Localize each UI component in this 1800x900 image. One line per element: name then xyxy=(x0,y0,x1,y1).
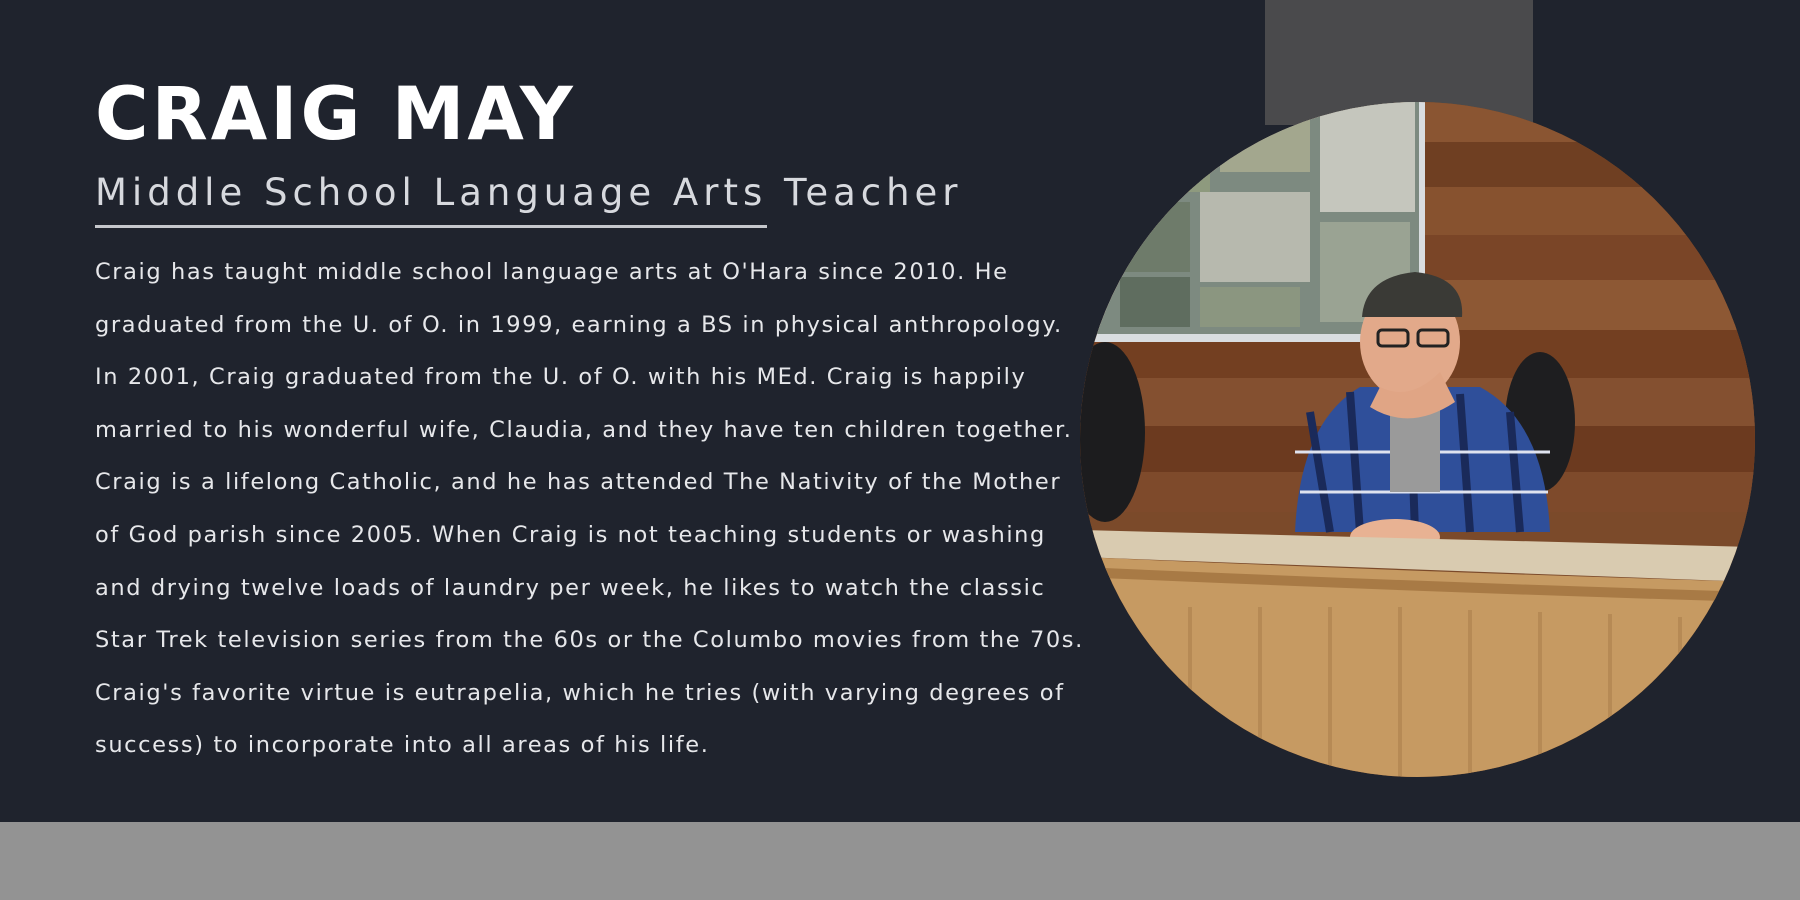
title-underline xyxy=(95,225,767,228)
portrait-photo xyxy=(1080,102,1755,777)
teacher-role: Middle School Language Arts Teacher xyxy=(95,171,963,214)
footer-bar xyxy=(0,822,1800,900)
teacher-bio: Craig has taught middle school language arts at O'Hara since 2010. He graduated from the U. of O. in 1999, earning a BS in physical anthropology. In 2001, Craig graduated from the U. of O. with his MEd. Craig is happily married to his wonderful wife, Claudia, and they have ten children together. Craig is a lifelong Catholic, and he has attended The Nativity of the Mother of God parish since 2005. When Craig is not teaching students or washing and drying twelve loads of laundry per week, he likes to watch the classic Star Trek television series from the 60s or the Columbo movies from the 70s. Craig's favorite virtue is eutrapelia, which he tries (with varying degrees of success) to incorporate into all areas of his life. xyxy=(95,259,1084,759)
teacher-name: CRAIG MAY xyxy=(95,72,576,157)
wooden-desk xyxy=(1080,530,1755,777)
